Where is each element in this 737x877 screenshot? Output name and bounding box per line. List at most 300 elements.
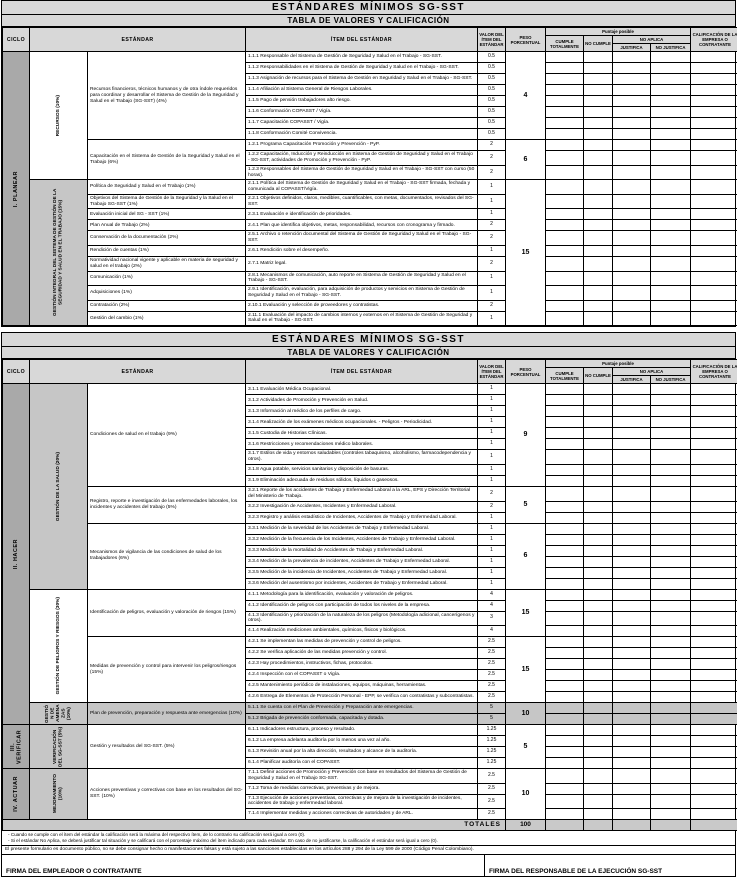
standard-item-row [3,703,737,714]
no-justifica-cell [651,487,691,502]
item-cell: 4.1.1 Metodología para la identificación, evaluación y valoración de peligros. [246,589,478,600]
no-cumple-cell [584,428,613,439]
substandard-cell: Normatividad nacional vigente y aplicable en materia de seguridad y salud en el trabajo (2%) [88,257,246,272]
col-cumple-totalmente: CUMPLE TOTALMENTE [546,36,584,52]
item-value-cell: 0.5 [478,118,506,129]
item-value-cell: 2 [478,300,506,311]
cumple-cell [546,637,584,648]
cumple-cell [546,626,584,637]
item-value-cell: 1 [478,180,506,195]
item-cell: 6.1.2 La empresa adelanta auditoría por lo menos una vez al año. [246,736,478,747]
col-no-justifica: NO JUSTIFICA [651,44,691,52]
cumple-cell [546,257,584,272]
employer-signature-area [2,855,485,876]
standard-item-row [3,257,737,272]
justifica-cell [613,725,651,736]
item-cell: 5.1.2 Brigada de prevención conformada, capacitada y dotada. [246,714,478,725]
calificacion-total-cell [691,820,737,831]
no-justifica-cell [651,85,691,96]
no-cumple-cell [584,140,613,151]
item-cell: 4.2.3 Hay procedimientos, instructivos, fichas, protocolos. [246,659,478,670]
calificacion-cell [691,74,737,85]
no-justifica-cell [651,512,691,523]
col-valor-item: VALOR DEL ÍTEM DEL ESTÁNDAR [478,360,506,384]
item-value-cell: 0.5 [478,107,506,118]
justifica-cell [613,769,651,784]
substandard-cell: Rendición de cuentas (1%) [88,246,246,257]
calificacion-cell [691,648,737,659]
item-cell: 6.1.3 Revisión anual por la alta dirección, resultados y alcance de la auditoría. [246,747,478,758]
standard-item-row [3,286,737,301]
item-cell: 4.1.4 Realización mediciones ambientales, químicos, físicos y biológicos. [246,626,478,637]
item-cell: 3.1.2 Actividades de Promoción y Prevención en Salud. [246,395,478,406]
cumple-cell [546,395,584,406]
calificacion-cell [691,725,737,736]
no-justifica-cell [651,151,691,166]
justifica-cell [613,286,651,301]
item-cell: 1.1.1 Responsable del Sistema de Gestión de Seguridad y Salud en el Trabajo - SG-SST. [246,52,478,63]
item-cell: 7.1.1 Definir acciones de Promoción y Prevención con base en resultados del Sistema de Gestión de Seguridad y Salud en el Trabajo SG-SST. [246,769,478,784]
standard-cell [30,725,88,769]
col-peso-porcentual: PESO PORCENTUAL [506,28,546,52]
no-cumple-cell [584,670,613,681]
peso-porcentual-cell: 5 [506,725,546,769]
justifica-cell [613,395,651,406]
cumple-cell [546,476,584,487]
item-cell: 2.2.1 Objetivos definidos, claros, medibles, cuantificables, con metas, documentados, revisados del SG-SST. [246,194,478,209]
no-justifica-cell [651,107,691,118]
item-value-cell: 1.25 [478,725,506,736]
justifica-cell [613,465,651,476]
item-value-cell: 2 [478,257,506,272]
justifica-cell [613,714,651,725]
cycle-cell-label: II. HACER [13,539,19,569]
standard-item-row [3,246,737,257]
no-cumple-cell [584,714,613,725]
justifica-cell [613,534,651,545]
standard-cell-label: VERIFICACIÓN DEL SG-SST (5%) [53,726,64,767]
calificacion-cell [691,501,737,512]
col-justifica: JUSTIFICA [613,376,651,384]
peso-porcentual-cell: 15 [506,589,546,637]
standard-item-row [3,523,737,534]
standard-item-row [3,231,737,246]
no-cumple-cell [584,180,613,195]
item-value-cell: 1 [478,534,506,545]
item-value-cell: 0.5 [478,129,506,140]
standards-table-planear [2,27,737,326]
cycle-cell-label: IV. ACTUAR [13,776,19,812]
col-ciclo: CICLO [3,28,30,52]
item-value-cell: 2.5 [478,783,506,794]
cumple-cell [546,534,584,545]
standard-cell [30,703,88,725]
no-justifica-cell [651,74,691,85]
col-no-cumple: NO CUMPLE [584,368,613,384]
item-value-cell: 1 [478,476,506,487]
no-justifica-cell [651,809,691,820]
standard-item-row [3,209,737,220]
standard-item-row [3,589,737,600]
item-cell: 2.1.1 Política del Sistema de Gestión de Seguridad y Salud en el Trabajo - SG-SST firmada, fechada y comunicada al COPASST/Vigía. [246,180,478,195]
no-cumple-cell [584,476,613,487]
col-justifica: JUSTIFICA [613,44,651,52]
calificacion-cell [691,794,737,809]
justifica-cell [613,794,651,809]
standard-item-row [3,769,737,784]
justifica-cell [613,257,651,272]
no-justifica-cell [651,384,691,395]
col-puntaje-posible: Puntaje posible [546,360,691,368]
justifica-cell [613,692,651,703]
item-cell: 1.1.3 Asignación de recursos para el Sistema de Gestión en Seguridad y Salud en el Trabajo - SG-SST. [246,74,478,85]
calificacion-cell [691,439,737,450]
cumple-cell [546,809,584,820]
calificacion-cell [691,140,737,151]
no-cumple-cell [584,96,613,107]
no-justifica-cell [651,648,691,659]
calificacion-cell [691,703,737,714]
signature-row [2,855,735,876]
no-cumple-cell [584,659,613,670]
item-cell: 2.10.1 Evaluación y selección de proveedores y contratistas. [246,300,478,311]
substandard-cell: Plan Anual de Trabajo (2%) [88,220,246,231]
no-justifica-cell [651,769,691,784]
no-cumple-cell [584,637,613,648]
no-justifica-cell [651,747,691,758]
item-value-cell: 4 [478,589,506,600]
calificacion-cell [691,747,737,758]
calificacion-cell [691,286,737,301]
cumple-cell [546,300,584,311]
justifica-cell [613,450,651,465]
item-cell: 3.2.1 Reporte de los accidentes de Trabajo y Enfermedad Laboral a la ARL, EPS y Dirección Territorial del Ministerio de Trabajo. [246,487,478,502]
cumple-cell [546,194,584,209]
no-cumple-cell [584,681,613,692]
no-cumple-cell [584,692,613,703]
item-value-cell: 1 [478,523,506,534]
cycle-cell [3,384,30,725]
calificacion-cell [691,194,737,209]
no-cumple-cell [584,567,613,578]
item-value-cell: 4 [478,626,506,637]
item-cell: 1.1.4 Afiliación al Sistema General de Riesgos Laborales. [246,85,478,96]
justifica-cell [613,758,651,769]
justifica-cell [613,194,651,209]
no-justifica-cell [651,545,691,556]
col-item-estandar: ÍTEM DEL ESTÁNDAR [246,360,478,384]
calificacion-cell [691,692,737,703]
no-justifica-cell [651,578,691,589]
no-justifica-cell [651,523,691,534]
item-value-cell: 1 [478,428,506,439]
no-cumple-cell [584,648,613,659]
table-body [3,384,737,831]
no-justifica-cell [651,194,691,209]
item-cell: 3.3.1 Medición de la severidad de los Accidentes de Trabajo y Enfermedad Laboral. [246,523,478,534]
standard-item-row [3,725,737,736]
item-value-cell: 1 [478,384,506,395]
item-value-cell: 2 [478,487,506,502]
justifica-cell [613,578,651,589]
col-valor-item: VALOR DEL ÍTEM DEL ESTÁNDAR [478,28,506,52]
calificacion-cell [691,220,737,231]
calificacion-cell [691,118,737,129]
cumple-cell [546,567,584,578]
substandard-cell: Comunicación (1%) [88,271,246,286]
standard-cell [30,769,88,820]
item-value-cell: 1 [478,512,506,523]
justifica-cell [613,703,651,714]
cumple-cell [546,545,584,556]
calificacion-cell [691,578,737,589]
no-justifica-cell [651,63,691,74]
cumple-cell [546,512,584,523]
responsible-signature-area [485,855,735,876]
item-value-cell: 1 [478,567,506,578]
no-cumple-cell [584,74,613,85]
substandard-cell: Acciones preventivas y correctivas con base en los resultados del SG-SST. (10%) [88,769,246,820]
cumple-cell [546,589,584,600]
cumple-cell [546,271,584,286]
item-value-cell: 0.5 [478,74,506,85]
standard-item-row [3,194,737,209]
no-justifica-cell [651,300,691,311]
no-justifica-cell [651,501,691,512]
standard-item-row [3,384,737,395]
item-value-cell: 1 [478,406,506,417]
no-cumple-cell [584,512,613,523]
calificacion-cell [691,151,737,166]
no-justifica-cell [651,626,691,637]
calificacion-cell [691,556,737,567]
justifica-cell [613,271,651,286]
item-cell: 7.1.4 Implementar medidas y acciones correctivas de autoridades y de ARL. [246,809,478,820]
justifica-cell [613,165,651,180]
item-value-cell: 2 [478,501,506,512]
table-subtitle: TABLA DE VALORES Y CALIFICACIÓN [2,15,735,27]
col-no-aplica: NO APLICA [613,36,691,44]
justifica-cell [613,809,651,820]
justifica-cell [613,118,651,129]
calificacion-cell [691,271,737,286]
substandard-cell: Plan de prevención, preparación y respuesta ante emergencias (10%) [88,703,246,725]
cumple-cell [546,74,584,85]
no-cumple-cell [584,758,613,769]
standard-item-row [3,52,737,63]
cumple-cell [546,151,584,166]
item-cell: 3.1.1 Evaluación Médica Ocupacional. [246,384,478,395]
no-justifica-cell [651,165,691,180]
justifica-cell [613,406,651,417]
calificacion-cell [691,626,737,637]
calificacion-cell [691,736,737,747]
calificacion-cell [691,96,737,107]
item-cell: 1.1.2 Responsabilidades en el Sistema de Gestión de Seguridad y Salud en el Trabajo - SG-SST. [246,63,478,74]
no-cumple-cell [584,556,613,567]
justifica-cell [613,231,651,246]
no-justifica-cell [651,692,691,703]
no-cumple-cell [584,501,613,512]
standard-item-row [3,311,737,326]
calificacion-cell [691,600,737,611]
peso-porcentual-cell: 4 [506,52,546,140]
substandard-cell: Gestión del cambio (1%) [88,311,246,326]
item-value-cell: 1.25 [478,747,506,758]
justifica-cell [613,747,651,758]
col-no-cumple: NO CUMPLE [584,36,613,52]
cumple-cell [546,311,584,326]
no-cumple-cell [584,52,613,63]
standard-cell [30,52,88,180]
standard-cell-label: GESTIÓN INTEGRAL DEL SISTEMA DE GESTIÓN DE LA SEGURIDAD Y SALUD EN EL TRABAJO (15%) [53,181,64,324]
substandard-cell: Capacitación en el Sistema de Gestión de la Seguridad y Salud en el Trabajo (6%) [88,140,246,180]
item-value-cell: 4 [478,600,506,611]
no-cumple-cell [584,703,613,714]
justifica-cell [613,151,651,166]
no-cumple-cell [584,589,613,600]
cumple-cell [546,648,584,659]
item-cell: 3.3.5 Medición de la incidencia de Incidentes, Accidentes de Trabajo y Enfermedad Laboral. [246,567,478,578]
item-value-cell: 1 [478,439,506,450]
no-justifica-cell [651,439,691,450]
cumple-cell [546,118,584,129]
calificacion-cell [691,129,737,140]
cumple-cell [546,286,584,301]
item-value-cell: 2.5 [478,681,506,692]
item-value-cell: 1 [478,286,506,301]
justifica-cell [613,129,651,140]
justifica-cell [613,246,651,257]
calificacion-cell [691,180,737,195]
calificacion-cell [691,417,737,428]
item-cell: 5.1.1 Se cuenta con el Plan de Prevención y Preparación ante emergencias. [246,703,478,714]
no-cumple-cell [584,118,613,129]
item-cell: 2.4.1 Plan que identifica objetivos, metas, responsabilidad, recursos con cronograma y firmado. [246,220,478,231]
item-cell: 3.1.5 Custodia de Historias Clínicas. [246,428,478,439]
no-justifica-cell [651,140,691,151]
justifica-cell [613,140,651,151]
cumple-cell [546,209,584,220]
column-header [3,28,737,52]
item-value-cell: 2.5 [478,637,506,648]
item-cell: 1.1.8 Conformación Comité Convivencia. [246,129,478,140]
calificacion-cell [691,611,737,626]
calificacion-cell [691,783,737,794]
cumple-cell [546,180,584,195]
cumple-cell [546,96,584,107]
calificacion-cell [691,545,737,556]
no-justifica-cell [651,271,691,286]
substandard-cell: Evaluación inicial del SG - SST (1%) [88,209,246,220]
peso-porcentual-cell: 9 [506,384,546,487]
substandard-cell: Mecanismos de vigilancia de las condiciones de salud de los trabajadores (6%) [88,523,246,589]
item-value-cell: 2.5 [478,769,506,784]
item-cell: 7.1.2 Toma de medidas correctivas, preventivas y de mejora. [246,783,478,794]
standard-item-row [3,300,737,311]
calificacion-cell [691,534,737,545]
item-value-cell: 1.25 [478,758,506,769]
calificacion-cell [691,809,737,820]
substandard-cell: Condiciones de salud en el trabajo (9%) [88,384,246,487]
substandard-cell: Medidas de prevención y control para intervenir los peligros/riesgos (15%) [88,637,246,703]
calificacion-cell [691,406,737,417]
item-value-cell: 5 [478,714,506,725]
standard-item-row [3,140,737,151]
item-value-cell: 5 [478,703,506,714]
col-no-aplica: NO APLICA [613,368,691,376]
item-cell: 3.3.6 Medición del ausentismo por incidentes, Accidentes de Trabajo y Enfermedad Laboral. [246,578,478,589]
no-cumple-cell [584,809,613,820]
cumple-total-cell [546,820,584,831]
item-value-cell: 1 [478,417,506,428]
justifica-cell [613,626,651,637]
item-value-cell: 1 [478,194,506,209]
no-cumple-cell [584,747,613,758]
justifica-cell [613,74,651,85]
justifica-cell [613,501,651,512]
no-justifica-cell [651,311,691,326]
document-title-2: ESTÁNDARES MÍNIMOS SG-SST [2,333,735,347]
standard-cell-label: RECURSOS (10%) [56,95,62,136]
item-cell: 2.8.1 Mecanismos de comunicación, auto reporte en Sistema de Gestión de Seguridad y Salud en el Trabajo - SG-SST. [246,271,478,286]
calificacion-cell [691,107,737,118]
item-cell: 1.1.6 Conformación COPASST / Vigía. [246,107,478,118]
justifica-cell [613,556,651,567]
calificacion-cell [691,450,737,465]
no-cumple-cell [584,725,613,736]
justifica-cell [613,63,651,74]
no-justifica-cell [651,209,691,220]
no-cumple-total-cell [584,820,613,831]
justifica-cell [613,783,651,794]
item-value-cell: 1.25 [478,736,506,747]
item-value-cell: 2 [478,151,506,166]
no-justifica-cell [651,118,691,129]
item-value-cell: 0.5 [478,52,506,63]
item-cell: 1.2.1 Programa Capacitación Promoción y Prevención - PyP. [246,140,478,151]
cumple-cell [546,465,584,476]
no-cumple-cell [584,523,613,534]
standard-cell-label: GESTIÓN DE LA SALUD (20%) [56,452,62,521]
calificacion-cell [691,512,737,523]
item-cell: 4.1.2 Identificación de peligros con participación de todos los niveles de la empresa. [246,600,478,611]
justifica-cell [613,209,651,220]
col-calificacion: CALIFICACIÓN DE LA EMPRESA O CONTRATANTE [691,360,737,384]
employer-signature-label: FIRMA DEL EMPLEADOR O CONTRATANTE [6,868,142,875]
cumple-cell [546,220,584,231]
item-value-cell: 0.5 [478,85,506,96]
calificacion-cell [691,311,737,326]
item-value-cell: 1 [478,246,506,257]
no-justifica-cell [651,231,691,246]
justifica-cell [613,96,651,107]
calificacion-cell [691,231,737,246]
cumple-cell [546,140,584,151]
cumple-cell [546,659,584,670]
note-line: - Si el estándar No Aplica, se deberá justificar tal situación y se calificará con el porcentaje máximo del ítem indicado para cada estándar. En caso de no justificarse, la calificación el estándar será igual a cero (0). [8,838,731,844]
col-item-estandar: ÍTEM DEL ESTÁNDAR [246,28,478,52]
peso-porcentual-cell: 10 [506,769,546,820]
item-cell: 1.2.3 Responsables del Sistema de Gestión de Seguridad y Salud en el Trabajo - SG-SST con curso (50 horas). [246,165,478,180]
cumple-cell [546,428,584,439]
cycle-cell-label: I. PLANEAR [13,171,19,207]
justifica-cell [613,637,651,648]
justifica-cell [613,512,651,523]
calificacion-cell [691,714,737,725]
item-cell: 3.1.7 Estilos de vida y entornos saludables (controles tabaquismo, alcoholismo, farmacodependencia y otros). [246,450,478,465]
substandard-cell: Política de Seguridad y Salud en el Trabajo (1%) [88,180,246,195]
